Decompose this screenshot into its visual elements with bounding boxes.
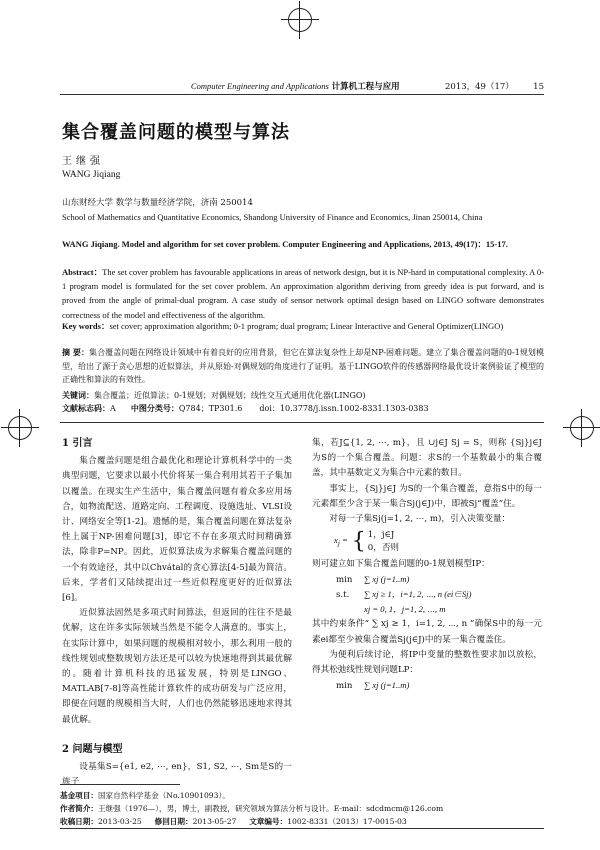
bio-text: 王继强（1976—），男，博士，副教授，研究领域为算法分析与设计。E-mail：sdcdmcm@126.com	[97, 804, 444, 813]
section-2-title: 2 问题与模型	[62, 743, 123, 755]
affiliation-en: School of Mathematics and Quantitative Economics, Shandong University of Finance and Economics, Jinan 250014, China	[62, 212, 483, 222]
ip-constraint-2: xj = 0, 1，j=1, 2, ⋯, m	[364, 604, 446, 615]
right-column	[312, 436, 542, 693]
abstract-cn-label: 摘 要：	[62, 347, 90, 357]
abstract-en-text: The set cover problem has favourable applications in areas of network design, but it is NP-hard in computational complexity. A 0-1 program model is formulated for the set cover problem. An approximation algorithm deriving from greedy idea is put forward, and is proved from the angle of primal-dual program. A case study of sensor network optimal design based on LINGO software demonstrates correctness of the model and effectiveness of the algorithm.	[62, 267, 544, 320]
page-number: 15	[533, 82, 544, 92]
section-1-paragraph-1: 集合覆盖问题是组合最优化和理论计算机科学中的一类典型问题，它要求以最小代价将某一集合利用其若干子集加以覆盖。在现实生产生活中，集合覆盖问题有着众多应用场合，如物流配送、道路定向、工程调度、设施选址、VLSI设计、网络安全等[1-2]。遗憾的是，集合覆盖问题在算法复杂性上属于NP-困难问题[3]，即它不存在多项式时间精确算法，除非P=NP。因此，近似算法成为求解集合覆盖问题的一个有效途径，其中以Chvátal的贪心算法[4-5]最为简洁。后来，学者们又陆续提出过一些近似程度更好的近似算法[6]。	[62, 456, 292, 604]
registration-mark-right	[570, 416, 594, 440]
class-label: 中图分类号：	[130, 403, 179, 413]
right-paragraph-5: 其中约束条件“ ∑ xj ≥ 1，i=1, 2, ⋯, n ”确保S中的每一元素ei都至少被集合覆盖Sj(j∈J)中的某一集合覆盖住。	[312, 619, 542, 645]
issue-info: 2013，49（17）	[445, 82, 514, 92]
keywords-en-label: Key words：	[62, 321, 110, 331]
left-column	[62, 436, 292, 790]
section-2-paragraph-1: 设基集S={e1, e2, ⋯, en}，S1, S2, ⋯, Sm是S的一族子	[62, 762, 292, 788]
keywords-en	[62, 320, 546, 332]
bottom-rule	[60, 828, 544, 829]
doc-identifiers	[62, 403, 429, 414]
article-title: 集合覆盖问题的模型与算法	[62, 122, 290, 143]
abstract-en-label: Abstract：	[62, 267, 103, 277]
bio-label: 作者简介：	[60, 804, 98, 813]
ip-objective: ∑ xj (j=1..m)	[364, 574, 410, 585]
doc-code: A	[110, 404, 116, 413]
abstract-en	[62, 265, 544, 322]
abstract-cn-text: 集合覆盖问题在网络设计领域中有着良好的应用背景，但它在算法复杂性上却是NP-困难问题。建立了集合覆盖问题的0-1规划模型，给出了源于贪心思想的近似算法，并从原始-对偶规划的角度进行了证明。基于LINGO软件的传感器网络最优设计案例验证了模型的正确性和算法的有效性。	[62, 348, 544, 384]
right-paragraph-1: 集，若J⊆{1, 2, ⋯, m}，且 ∪j∈J Sj = S，则称 {Sj}j∈J 为S的一个集合覆盖。问题：求S的一个基数最小的集合覆盖，其中基数定义为集合中元素的数目。	[312, 438, 542, 479]
running-header	[60, 80, 544, 92]
keywords-cn-text: 集合覆盖；近似算法；0-1规划；对偶规划；线性交互式通用优化器(LINGO)	[94, 391, 366, 400]
author-en: WANG Jiqiang	[62, 170, 121, 180]
decision-case-1: 1，j∈J	[367, 530, 395, 541]
author-cn: 王继强	[62, 156, 104, 167]
article-no-label: 文章编号：	[249, 817, 288, 826]
journal-name-en: Computer Engineering and Applications	[190, 81, 329, 91]
article-no: 1002-8331（2013）17-0015-03	[287, 817, 407, 826]
fund-text: 国家自然科学基金（No.10901093）。	[97, 791, 230, 800]
right-paragraph-3: 对每一子集Sj(j=1, 2, ⋯, m)，引入决策变量：	[329, 514, 511, 525]
lp-model	[336, 678, 542, 693]
section-1-title: 1 引言	[62, 438, 93, 449]
keywords-cn	[62, 390, 366, 401]
header-rule	[60, 94, 544, 95]
ip-model	[336, 572, 542, 617]
footnote-rule	[60, 784, 180, 785]
citation: WANG Jiqiang. Model and algorithm for set cover problem. Computer Engineering and Applications, 2013, 49(17)：15-17.	[62, 239, 508, 249]
right-paragraph-6: 为便利后续讨论，将IP中变量的整数性要求加以放松，得其松弛线性规划问题LP：	[312, 649, 542, 676]
keywords-cn-label: 关键词：	[62, 390, 94, 400]
footnote-dates	[60, 816, 407, 827]
received-label: 收稿日期：	[60, 817, 98, 826]
abstract-rule	[60, 422, 544, 423]
footnote-bio	[60, 803, 443, 814]
registration-mark-left	[8, 416, 32, 440]
lp-min: min	[336, 681, 353, 692]
ip-constraint-1: ∑ xj ≥ 1，i=1, 2, ⋯, n (ei∈Sj)	[364, 589, 472, 600]
revised-label: 修回日期：	[154, 817, 193, 826]
section-1-paragraph-2: 近似算法固然是多项式时间算法，但返回的往往不是最优解，这在许多实际领域当然是不能令人满意的。事实上，在实际计算中，如果问题的规模相对较小，那么利用一般的线性规划或整数规划方法还是可以较为快速地得到其最优解的。随着计算机科技的迅猛发展，特别是LINGO、MATLAB[7-8]等高性能计算软件的成功研发与广泛应用，即便在问题的规模相当大时，人们也仍然能够迅速地求得其最优解。	[62, 608, 292, 725]
fund-label: 基金项目：	[60, 791, 98, 800]
doc-code-label: 文献标志码：	[62, 403, 110, 413]
keywords-en-text: set cover; approximation algorithm; 0-1 program; dual program; Linear Interactive and General Optimizer(LINGO)	[109, 321, 504, 331]
doi: doi：10.3778/j.issn.1002-8331.1303-0383	[259, 404, 429, 413]
decision-case-2: 0，否则	[367, 543, 400, 554]
ip-min: min	[336, 575, 353, 586]
right-paragraph-4: 则可建立如下集合覆盖问题的0-1规划模型IP：	[312, 559, 490, 570]
lp-objective: ∑ xj (j=1..m)	[364, 680, 410, 691]
decision-variable: $x_j$ = { 1，j∈J 0，否则	[334, 529, 400, 555]
journal-name-cn: 计算机工程与应用	[331, 82, 400, 92]
abstract-cn	[62, 346, 544, 387]
footnote-fund	[60, 790, 230, 801]
class-number: Q784；TP301.6	[178, 404, 243, 413]
received-date: 2013-03-25	[97, 817, 142, 826]
right-paragraph-2: 事实上，{Sj}j∈J 为S的一个集合覆盖，意指S中的每一元素都至少含于某一集合Sj(j∈J)中，即被Sj“覆盖”住。	[312, 483, 542, 509]
revised-date: 2013-05-27	[192, 817, 237, 826]
registration-mark-top	[288, 8, 312, 32]
affiliation-cn: 山东财经大学 数学与数量经济学院，济南 250014	[62, 198, 253, 208]
ip-st: s.t.	[336, 590, 350, 601]
